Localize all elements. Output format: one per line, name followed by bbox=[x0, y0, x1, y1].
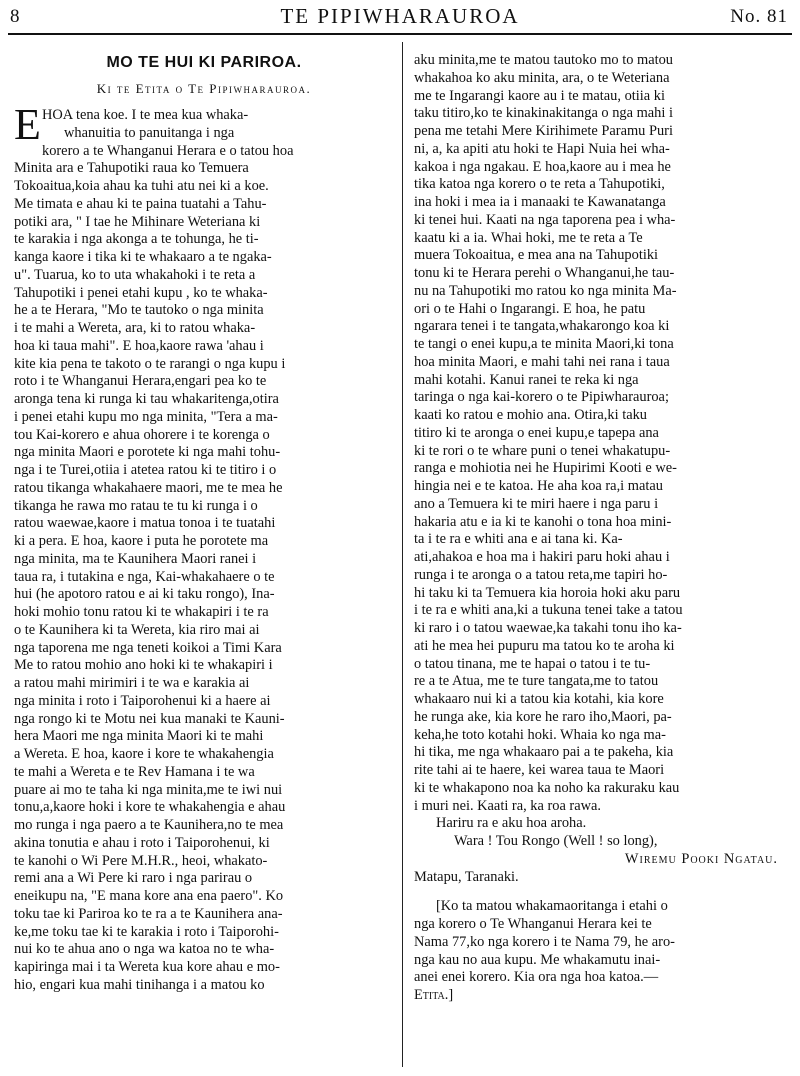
text-line: ki a pera. E hoa, kaore i puta he porotete ma bbox=[14, 533, 269, 549]
text-line: hoa minita Maori, e mahi tahi nei rana i taua bbox=[414, 353, 670, 370]
text-line: Me to ratou mohio ano hoki ki te whakapiri i bbox=[14, 657, 273, 674]
text-line: ratou tikanga whakahaere maori, me te mea he bbox=[14, 479, 283, 496]
article-subheading: Ki te Etita o Te Pipiwharauroa. bbox=[96, 81, 312, 96]
text-line: nga minita i roto i Taiporohenui ki a haere ai bbox=[14, 692, 271, 709]
text-line: whanuitia to panuitanga i nga bbox=[64, 124, 235, 141]
text-line: hera Maori me nga minita Maori ki te mahi bbox=[14, 728, 264, 745]
editor-note bbox=[414, 898, 792, 1005]
text-line: runga i te aronga o a tatou reta,me tapiri ho- bbox=[414, 566, 668, 583]
text-line: ratou waewae,kaore i matua tonoa i te tuatahi bbox=[14, 515, 276, 532]
text-line: ke,me toku tae ki te karakia i roto i Taiporohi- bbox=[14, 923, 279, 940]
text-line: i penei etahi kupu mo nga minita, "Tera a ma- bbox=[14, 408, 278, 425]
closing-line: Hariru ra e aku hoa aroha. bbox=[436, 815, 587, 832]
text-line: re a te Atua, me te ture tangata,me to tatou bbox=[414, 673, 659, 690]
place-line: Matapu, Taranaki. bbox=[414, 868, 519, 885]
text-line: kapiringa mai i ta Wereta kua kore ahau e mo- bbox=[14, 959, 280, 975]
text-line: eneikupu na, "E mana kore ana ena paero". Ko bbox=[14, 888, 284, 904]
text-line: te tangi o enei kupu,a te minita Maori,ki tona bbox=[414, 336, 674, 352]
text-line: korero a te Whanganui Herara e o tatou hoa bbox=[42, 142, 294, 159]
text-line: toku tae ki Pariroa ko te ra a te Kaunihera ana- bbox=[14, 905, 283, 922]
text-line: Tokoaitua,koia ahau ka tuhi atu nei ki a koe. bbox=[14, 178, 269, 194]
spacer bbox=[414, 886, 792, 898]
text-line: a Wereta. E hoa, kaore i kore te whakahengia bbox=[14, 746, 274, 762]
text-line: ki tenei hui. Kaati na nga taporena pea i wha- bbox=[414, 211, 676, 228]
page-number: 8 bbox=[10, 6, 20, 27]
text-line: aku minita,me te matou tautoko mo to matou bbox=[414, 52, 673, 68]
text-line: kaati ko ratou e mohio ana. Otira,ki taku bbox=[414, 407, 647, 423]
text-line: kanga kaore i tika ki te whakaaro a te ngaka- bbox=[14, 249, 272, 265]
column-left-body bbox=[14, 143, 394, 995]
column-left bbox=[14, 52, 394, 995]
text-line: ina hoki i mea ia i manaaki te Kawanatanga bbox=[414, 194, 666, 210]
text-line: ki raro i o tatou waewae,ka takahi tonu iho ka- bbox=[414, 620, 682, 636]
text-line: tonu ki te Herara perehi o Whanganui,he tau- bbox=[414, 265, 675, 281]
text-line: taringa o nga kai-korero o te Pipiwharauroa; bbox=[414, 389, 669, 406]
text-line: a ratou mahi mirimiri i te wa e karakia ai bbox=[14, 675, 250, 691]
column-divider bbox=[402, 42, 403, 1067]
text-line: ki te rori o te whare puni o tenei whakatupu- bbox=[414, 442, 671, 459]
text-line: mo runga i nga paero a te Kaunihera,no te mea bbox=[14, 817, 284, 833]
text-line: kakoa i nga ngakau. E hoa,kaore au i mea he bbox=[414, 158, 671, 175]
text-line: ori o te Hahi o Ingarangi. E hoa, he patu bbox=[414, 300, 646, 317]
text-line: hingia nei e te katoa. He aha koa ra,i matau bbox=[414, 478, 663, 494]
text-line: tika katoa nga korero o te reta a Tahupotiki, bbox=[414, 176, 665, 193]
column-right bbox=[414, 52, 792, 1005]
text-line: he a te Herara, "Mo te tautoko o nga minita bbox=[14, 302, 264, 319]
column-right-body bbox=[414, 52, 792, 815]
text-line: ta i te ra e whiti ana e ai tana ki. Ka- bbox=[414, 531, 623, 548]
issue-number: No. 81 bbox=[730, 6, 788, 27]
article-headline: MO TE HUI KI PARIROA. bbox=[106, 54, 302, 71]
text-line: Nama 77,ko nga korero i te Nama 79, he aro- bbox=[414, 933, 675, 950]
text-line: i te ra e whiti ana,ki a tukuna tenei take a tatou bbox=[414, 602, 683, 619]
text-line: Etita.] bbox=[414, 987, 454, 1003]
text-line: ranga e mohiotia nei he Hupirimi Kooti e we- bbox=[414, 460, 677, 477]
text-line: ati he mea hei pupuru ma tatou ko te aroha ki bbox=[414, 637, 675, 654]
text-line: potiki ara, " I tae he Mihinare Weteriana ki bbox=[14, 213, 261, 230]
text-line: hakaria atu e ia ki te kanohi o tona hoa mini- bbox=[414, 513, 672, 530]
text-line: hi tika, me nga whakaaro pai a te pakeha, kia bbox=[414, 744, 674, 761]
text-line: puare ai mo te taha ki nga minita,me te iwi nui bbox=[14, 781, 283, 798]
text-line: mahi kotahi. Kanui ranei te reka ki nga bbox=[414, 371, 639, 388]
text-line: nga minita Maori e porotete ki nga mahi tohu- bbox=[14, 444, 281, 461]
text-line: [Ko ta matou whakamaoritanga i etahi o bbox=[436, 898, 668, 915]
text-line: nga korero o Te Whanganui Herara kei te bbox=[414, 916, 652, 932]
text-line: tikanga he rawa mo ratau te tu ki runga i o bbox=[14, 497, 258, 514]
page-header bbox=[0, 0, 800, 36]
text-line: te mahi a Wereta e te Rev Hamana i te wa bbox=[14, 763, 255, 780]
text-line: nga kau no aua kupu. Me whakamutu inai- bbox=[414, 951, 661, 968]
text-line: HOA tena koe. I te mea kua whaka- bbox=[42, 107, 249, 123]
text-line: hoki mohio tonu ratou ki te whakapiri i te ra bbox=[14, 604, 269, 620]
text-line: nui ko te ahua ano o nga wa katoa no te wha- bbox=[14, 941, 275, 958]
text-line: tonu,a,kaore hoki i kore te whakahengia e ahau bbox=[14, 799, 286, 816]
text-line: whakahoa ko aku minita, ara, o te Weteriana bbox=[414, 69, 670, 86]
article-opening bbox=[14, 100, 394, 149]
text-line: kite kia pena te takoto o te rarangi o nga kupu i bbox=[14, 355, 286, 372]
text-line: i te mahi a Wereta, ara, ki to ratou whaka- bbox=[14, 320, 256, 336]
text-line: nga minita, ma te Kaunihera Maori ranei i bbox=[14, 550, 257, 567]
text-line: te karakia i nga akonga a te tohunga, he ti- bbox=[14, 231, 259, 248]
text-line: Me timata e ahau ki te paina tuatahi a Tahu- bbox=[14, 195, 267, 212]
text-line: i muri nei. Kaati ra, ka roa rawa. bbox=[414, 797, 601, 814]
text-line: anei enei korero. Kia ora nga hoa katoa.— bbox=[414, 969, 659, 986]
text-line: he runga ake, kia kore he raro iho,Maori, pa- bbox=[414, 708, 672, 725]
text-line: te kanohi o Wi Pere M.H.R., heoi, whakato- bbox=[14, 852, 268, 869]
text-line: pena me tetahi Mere Kirihimete Paramu Puri bbox=[414, 123, 673, 139]
text-line: ati,ahakoa e hoa ma i hakiri paru hoki ahau i bbox=[414, 549, 670, 565]
text-line: kaatu ki a ia. Whai hoki, me te reta a Te bbox=[414, 229, 643, 246]
signature: Wiremu Pooki Ngatau. bbox=[624, 850, 778, 867]
text-line: Minita ara e Tahupotiki raua ko Temuera bbox=[14, 160, 249, 177]
publication-title: TE PIPIWHARAUROA bbox=[280, 4, 520, 28]
text-line: hoa ki taua mahi". E hoa,kaore rawa 'ahau i bbox=[14, 337, 264, 354]
drop-cap: E bbox=[14, 100, 41, 149]
text-line: taku titiro,ko te kinakinakitanga o nga mahi i bbox=[414, 105, 673, 122]
text-line: Tahupotiki i penei etahi kupu , ko te whaka- bbox=[14, 284, 268, 301]
text-line: akina tonutia e ahau i roto i Taiporohenui, ki bbox=[14, 834, 270, 851]
text-line: nu na Tahupotiki mo ratou ko nga minita Ma- bbox=[414, 282, 677, 299]
text-line: o tatou tinana, me te hapai o tatou i te tu- bbox=[414, 655, 651, 672]
text-line: aronga tena ki runga ki tau whakaritenga,otira bbox=[14, 391, 279, 407]
text-line: whakaaro nui ki a tatou kia kotahi, kia kore bbox=[414, 691, 664, 707]
text-line: nga i te Turei,otiia i atetea ratou ki te titiro i o bbox=[14, 462, 277, 478]
text-line: nga rongo ki te Motu nei kua manaki te Kauni- bbox=[14, 710, 285, 727]
text-line: hi taku ki ta Temuera kia horoia hoki aku paru bbox=[414, 584, 681, 601]
text-line: remi ana a Wi Pere ki raro i nga parirau o bbox=[14, 870, 253, 887]
text-line: titiro ki te aronga o enei kupu,e tapepa ana bbox=[414, 424, 659, 441]
text-line: roto i te Whanganui Herara,engari pea ko te bbox=[14, 373, 267, 390]
text-line: rite tahi ai te haere, kei warea taua te Maori bbox=[414, 762, 665, 778]
text-line: ano a Temuera ki te miri haere i nga paru i bbox=[414, 495, 659, 512]
text-line: taua ra, i tutakina e nga, Kai-whakahaere o te bbox=[14, 568, 275, 585]
text-line: hio, engari kua mahi tinihanga i a matou ko bbox=[14, 976, 265, 993]
text-line: me te Ingarangi kaore au i te matau, otiia ki bbox=[414, 87, 665, 104]
text-line: u". Tuarua, ko to uta whakahoki i te reta a bbox=[14, 266, 256, 283]
text-line: hui (he apotoro ratou e ai ki taku rongo), Ina- bbox=[14, 586, 275, 603]
text-line: ngarara tenei i te tangata,whakarongo koa ki bbox=[414, 318, 670, 335]
text-line: keha,he toto kotahi hoki. Whaia ko nga ma- bbox=[414, 726, 666, 743]
text-line: ni, a, ka apiti atu hoki te Hapi Nuia hei wha- bbox=[414, 140, 670, 157]
valediction: Wara ! Tou Rongo (Well ! so long), bbox=[454, 833, 658, 849]
text-line: muera Tokoaitua, e mea ana na Tahupotiki bbox=[414, 247, 659, 264]
header-rule bbox=[8, 33, 792, 35]
text-line: o te Kaunihera ki ta Wereta, kia riro mai ai bbox=[14, 621, 260, 638]
text-line: nga taporena me nga teneti koikoi a Timi Kara bbox=[14, 639, 282, 656]
text-line: ki te whakapono noa ka noho ka rakuraku kau bbox=[414, 779, 680, 796]
text-line: tou Kai-korero e ahua ohorere i te korenga o bbox=[14, 426, 270, 443]
